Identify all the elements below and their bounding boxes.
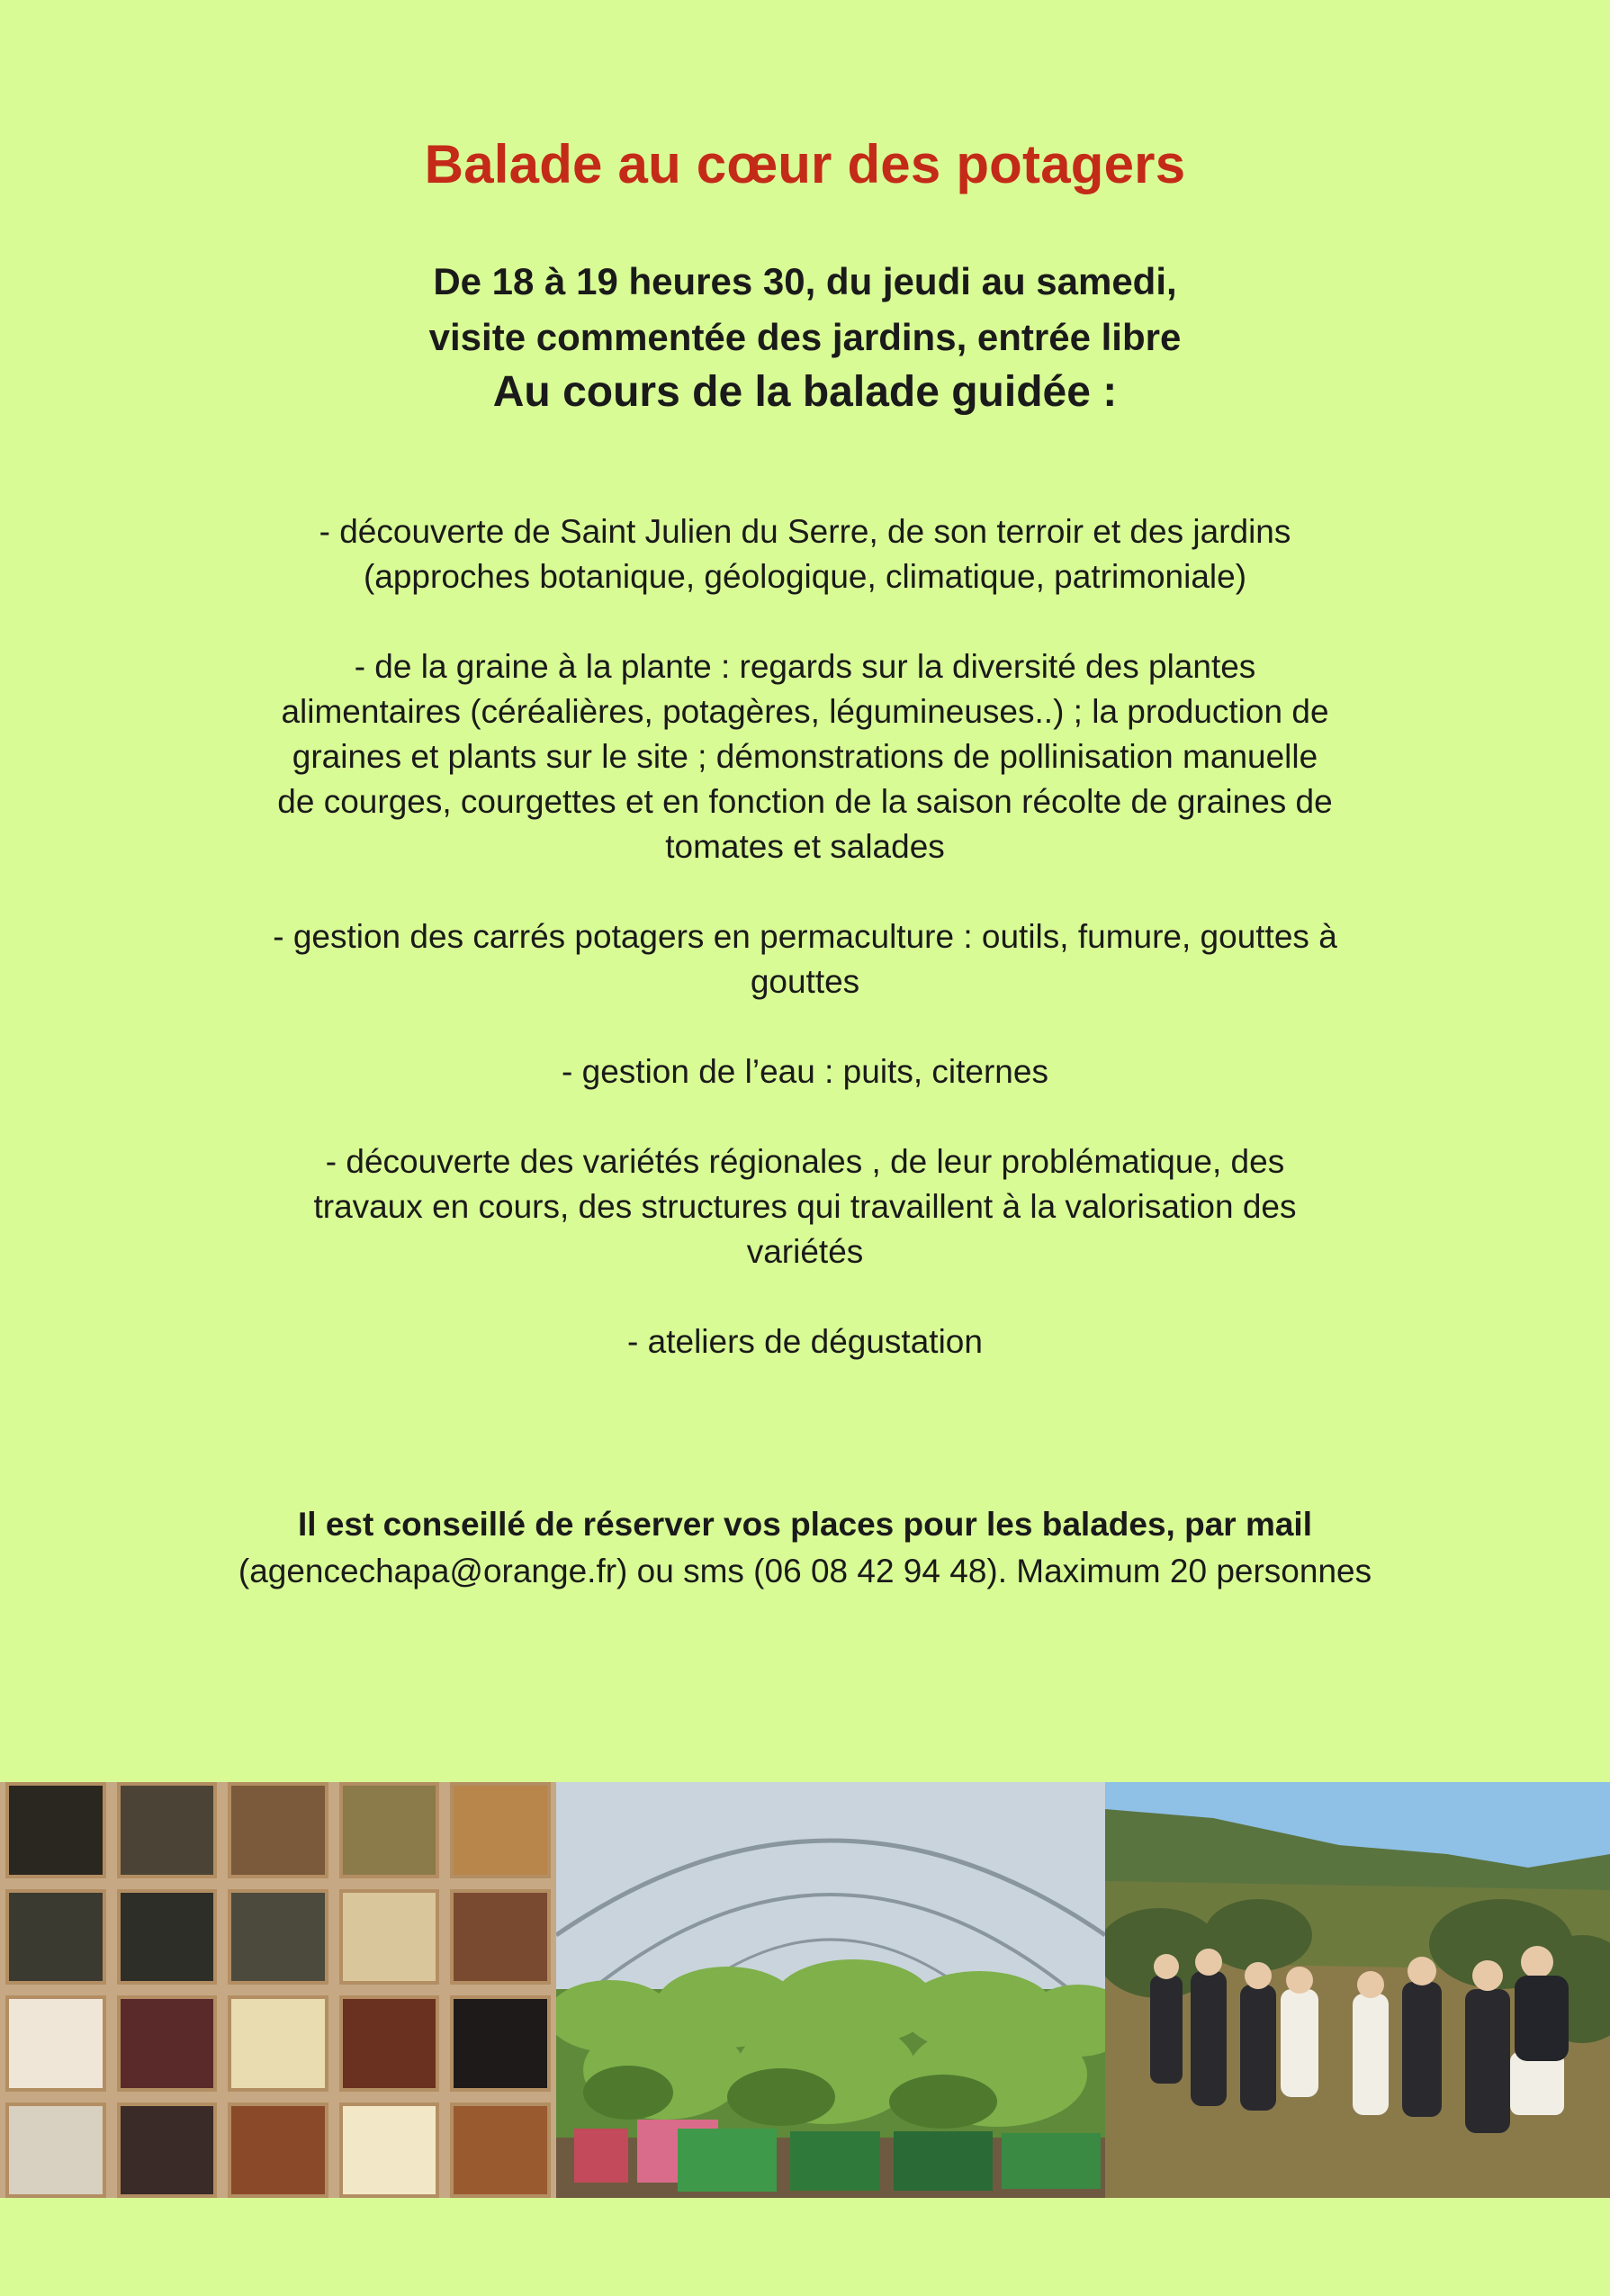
seed-box (228, 1782, 328, 1878)
seed-box (5, 2102, 106, 2199)
schedule-line-1: De 18 à 19 heures 30, du jeudi au samedi, (433, 260, 1177, 302)
seed-box (339, 2102, 440, 2199)
list-item: - découverte des variétés régionales , de leur problématique, des travaux en cours, des structures qui travaillent à la valorisation des variétés (313, 1143, 1297, 1270)
seed-box (117, 2102, 218, 2199)
seed-boxes-grid (0, 1782, 556, 2198)
seed-box (5, 1782, 106, 1878)
seed-box (450, 2102, 551, 2199)
seeds-photo (0, 1782, 556, 2198)
seed-box (228, 1995, 328, 2092)
seed-box (339, 1782, 440, 1878)
page-title: Balade au cœur des potagers (424, 134, 1186, 194)
activity-list (270, 509, 1340, 1409)
seed-box (450, 1889, 551, 1985)
seed-box (117, 1995, 218, 2092)
seed-box (450, 1782, 551, 1878)
seed-box (228, 2102, 328, 2199)
seed-box (339, 1889, 440, 1985)
reservation-contact: (agencechapa@orange.fr) ou sms (06 08 42 94 48). Maximum 20 personnes (238, 1553, 1372, 1589)
photo-strip (0, 1782, 1610, 2198)
seed-box (5, 1889, 106, 1985)
seed-box (450, 1995, 551, 2092)
visitors-photo (1105, 1782, 1610, 2198)
seed-box (117, 1889, 218, 1985)
list-item: - de la graine à la plante : regards sur la diversité des plantes alimentaires (céréalières, potagères, légumineuses..) ; la production de graines et plants sur le site ; démonstrations de pollinisation manuelle de courges, courgettes et en fonction de la saison récolte de graines de tomates et salades (277, 648, 1333, 865)
seed-box (228, 1889, 328, 1985)
reservation-note (0, 1501, 1610, 1595)
list-item: - ateliers de dégustation (627, 1323, 983, 1360)
greenhouse-illustration (556, 1782, 1105, 2198)
list-item: - découverte de Saint Julien du Serre, de son terroir et des jardins (approches botanique, géologique, climatique, patrimoniale) (319, 513, 1291, 595)
section-subtitle: Au cours de la balade guidée : (492, 368, 1118, 416)
seed-box (339, 1995, 440, 2092)
seed-box (117, 1782, 218, 1878)
seed-box (5, 1995, 106, 2092)
list-item: - gestion de l’eau : puits, citernes (562, 1053, 1048, 1090)
reservation-advice: Il est conseillé de réserver vos places pour les balades, par mail (297, 1506, 1312, 1543)
schedule-text (0, 254, 1610, 365)
schedule-line-2: visite commentée des jardins, entrée libre (428, 316, 1182, 358)
list-item: - gestion des carrés potagers en permaculture : outils, fumure, gouttes à gouttes (273, 918, 1337, 1000)
greenhouse-photo (556, 1782, 1105, 2198)
visitors-illustration (1105, 1782, 1610, 2198)
